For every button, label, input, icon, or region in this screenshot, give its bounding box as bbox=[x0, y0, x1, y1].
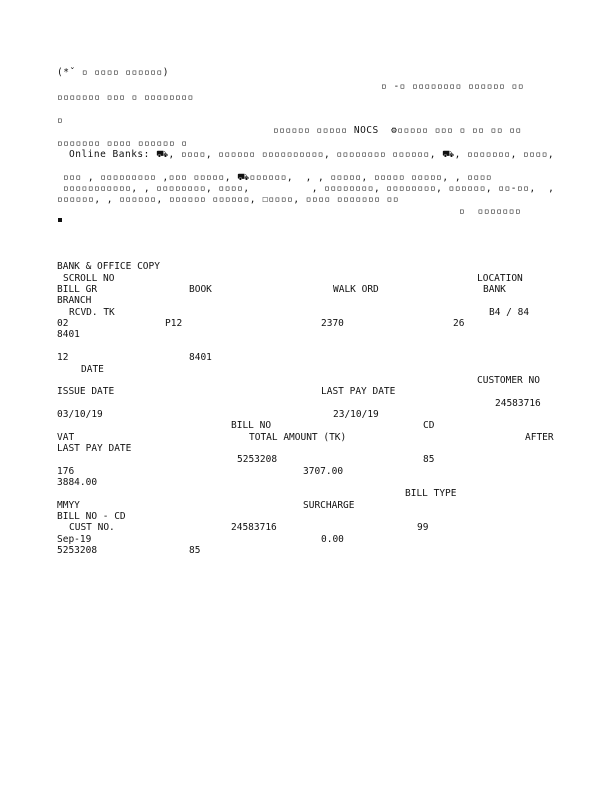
customer-no-value: 24583716 bbox=[495, 398, 541, 409]
after-amount-value: 3884.00 bbox=[57, 477, 98, 488]
surcharge-value: 0.00 bbox=[321, 534, 344, 545]
cd-label: CD bbox=[423, 420, 435, 431]
header-line-2: ▫ -▫ ▫▫▫▫▫▫▫▫ ▫▫▫▫▫▫ ▫▫ bbox=[381, 81, 525, 92]
bill-no-cd-label: BILL NO - CD bbox=[57, 511, 126, 522]
header-line-6: ▫▫▫▫▫▫▫ ▫▫▫▫ ▫▫▫▫▫▫ ▫ bbox=[57, 138, 188, 149]
cust-no-label: CUST NO. bbox=[69, 522, 115, 533]
header-line-10: ▫▫▫▫▫▫, , ▫▫▫▫▫▫, ▫▫▫▫▫▫ ▫▫▫▫▫▫, ☐▫▫▫▫, ▫▫▫▫ ▫▫▫▫▫▫▫ ▫▫ bbox=[57, 194, 400, 205]
bill-no-value: 5253208 bbox=[237, 454, 278, 465]
walk-ord-label: WALK ORD bbox=[333, 284, 379, 295]
copy-label: BANK & OFFICE COPY bbox=[57, 261, 160, 272]
rcvd-tk-label: RCVD. TK bbox=[69, 307, 115, 318]
last-pay-date-value: 23/10/19 bbox=[333, 409, 379, 420]
location-value: B4 / 84 bbox=[489, 307, 530, 318]
last-pay-date-label: LAST PAY DATE bbox=[321, 386, 396, 397]
bank-value: 26 bbox=[453, 318, 465, 329]
total-amount-label: TOTAL AMOUNT (TK) bbox=[249, 432, 347, 443]
branch-label: BRANCH bbox=[57, 295, 92, 306]
issue-date-label: ISSUE DATE bbox=[57, 386, 115, 397]
cust-no-value: 24583716 bbox=[231, 522, 277, 533]
mmyy-label: MMYY bbox=[57, 500, 80, 511]
header-line-3: ▫▫▫▫▫▫▫ ▫▫▫ ▫ ▫▫▫▫▫▫▫▫ bbox=[57, 92, 194, 103]
branch-value: 8401 bbox=[57, 329, 80, 340]
book-label: BOOK bbox=[189, 284, 212, 295]
after-label: AFTER bbox=[525, 432, 554, 443]
header-line-9: ▫▫▫▫▫▫▫▫▫▫▫, , ▫▫▫▫▫▫▫▫, ▫▫▫▫, , ▫▫▫▫▫▫▫▫, ▫▫▫▫▫▫▫▫, ▫▫▫▫▫▫, ▫▫-▫▫, , bbox=[63, 183, 555, 194]
bill-type-value: 99 bbox=[417, 522, 429, 533]
mmyy-value: Sep-19 bbox=[57, 534, 92, 545]
stub-bill-no-value: 5253208 bbox=[57, 545, 98, 556]
bill-gr-value: 02 bbox=[57, 318, 69, 329]
scroll-no-label: SCROLL NO bbox=[63, 273, 115, 284]
bank-label: BANK bbox=[483, 284, 506, 295]
issue-date-value: 03/10/19 bbox=[57, 409, 103, 420]
header-line-1: (*ˇ ▫ ▫▫▫▫ ▫▫▫▫▫▫) bbox=[57, 67, 169, 78]
book-value: P12 bbox=[165, 318, 183, 329]
bill-gr-label: BILL GR bbox=[57, 284, 98, 295]
header-line-4: ▫ bbox=[57, 115, 64, 126]
location-label: LOCATION bbox=[477, 273, 523, 284]
online-banks-line: Online Banks: ⛟, ▫▫▫▫, ▫▫▫▫▫▫ ▫▫▫▫▫▫▫▫▫▫, ▫▫▫▫▫▫▫▫ ▫▫▫▫▫▫, ⛟, ▫▫▫▫▫▫▫, ▫▫▫▫, bbox=[69, 149, 555, 160]
header-line-5: ▫▫▫▫▫▫ ▫▫▫▫▫ NOCS ⚙▫▫▫▫▫ ▫▫▫ ▫ ▫▫ ▫▫ ▫▫ bbox=[273, 125, 522, 136]
bill-type-label: BILL TYPE bbox=[405, 488, 457, 499]
rcvd-value-a: 12 bbox=[57, 352, 69, 363]
rcvd-value-b: 8401 bbox=[189, 352, 212, 363]
stub-cd-value: 85 bbox=[189, 545, 201, 556]
walk-ord-value: 2370 bbox=[321, 318, 344, 329]
after-last-pay-date-label: LAST PAY DATE bbox=[57, 443, 132, 454]
vat-value: 176 bbox=[57, 466, 75, 477]
surcharge-label: SURCHARGE bbox=[303, 500, 355, 511]
vat-label: VAT bbox=[57, 432, 75, 443]
customer-no-label: CUSTOMER NO bbox=[477, 375, 540, 386]
bill-no-label: BILL NO bbox=[231, 420, 272, 431]
bullet-mark bbox=[58, 218, 62, 222]
header-line-11: ▫ ▫▫▫▫▫▫▫ bbox=[459, 206, 522, 217]
cd-value: 85 bbox=[423, 454, 435, 465]
date-label: DATE bbox=[81, 364, 104, 375]
header-line-8: ▫▫▫ , ▫▫▫▫▫▫▫▫▫ ,▫▫▫ ▫▫▫▫▫, ⛟▫▫▫▫▫▫, , , ▫▫▫▫▫, ▫▫▫▫▫ ▫▫▫▫▫, , ▫▫▫▫ bbox=[63, 172, 493, 183]
total-amount-value: 3707.00 bbox=[303, 466, 344, 477]
